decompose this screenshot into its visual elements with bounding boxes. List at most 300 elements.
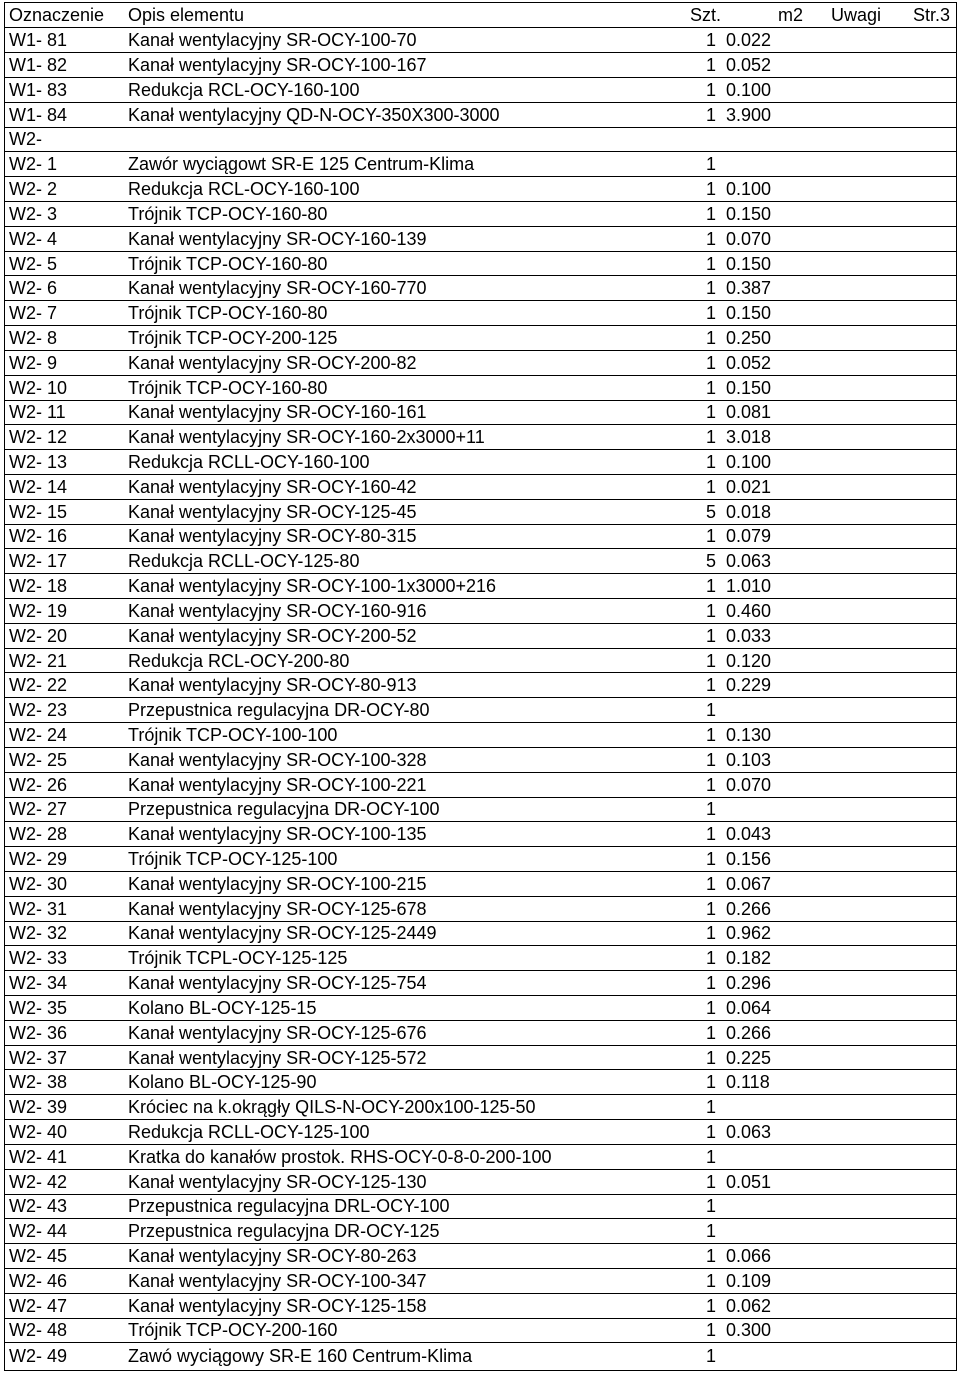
row-opis: Trójnik TCP-OCY-100-100 <box>128 723 690 748</box>
row-blank <box>895 698 956 723</box>
row-m2: 0.250 <box>716 326 817 351</box>
row-blank <box>895 896 956 921</box>
table-row <box>5 251 956 276</box>
row-oznaczenie: W2- 32 <box>5 921 128 946</box>
row-m2 <box>716 1343 817 1368</box>
row-oznaczenie: W2- 10 <box>5 375 128 400</box>
row-uwagi <box>817 1244 895 1269</box>
row-szt: 1 <box>690 350 716 375</box>
table-row <box>5 474 956 499</box>
table-row <box>5 996 956 1021</box>
row-oznaczenie: W2- 11 <box>5 400 128 425</box>
row-szt: 1 <box>690 28 716 53</box>
row-opis: Kanał wentylacyjny SR-OCY-100-167 <box>128 53 690 78</box>
row-blank <box>895 723 956 748</box>
row-m2 <box>716 152 817 177</box>
row-uwagi <box>817 648 895 673</box>
table-row <box>5 425 956 450</box>
row-m2: 0.962 <box>716 921 817 946</box>
row-blank <box>895 772 956 797</box>
row-opis: Kanał wentylacyjny SR-OCY-160-139 <box>128 226 690 251</box>
row-uwagi <box>817 698 895 723</box>
row-szt: 1 <box>690 623 716 648</box>
row-m2: 0.062 <box>716 1293 817 1318</box>
row-m2: 0.150 <box>716 301 817 326</box>
table-row <box>5 1244 956 1269</box>
row-uwagi <box>817 772 895 797</box>
row-oznaczenie: W2- 28 <box>5 822 128 847</box>
row-oznaczenie: W2- 6 <box>5 276 128 301</box>
row-uwagi <box>817 896 895 921</box>
row-opis: Kanał wentylacyjny SR-OCY-125-130 <box>128 1169 690 1194</box>
row-szt: 1 <box>690 276 716 301</box>
row-uwagi <box>817 1020 895 1045</box>
table-row <box>5 226 956 251</box>
row-oznaczenie: W2- 1 <box>5 152 128 177</box>
row-m2: 0.070 <box>716 772 817 797</box>
row-uwagi <box>817 1070 895 1095</box>
row-uwagi <box>817 152 895 177</box>
row-szt: 1 <box>690 375 716 400</box>
row-m2: 0.130 <box>716 723 817 748</box>
row-blank <box>895 1268 956 1293</box>
row-uwagi <box>817 921 895 946</box>
table-row <box>5 698 956 723</box>
row-uwagi <box>817 1120 895 1145</box>
row-opis: Kanał wentylacyjny SR-OCY-125-678 <box>128 896 690 921</box>
row-blank <box>895 747 956 772</box>
row-opis: Kanał wentylacyjny SR-OCY-100-135 <box>128 822 690 847</box>
row-oznaczenie: W2- 8 <box>5 326 128 351</box>
row-blank <box>895 375 956 400</box>
row-szt: 1 <box>690 1194 716 1219</box>
row-oznaczenie: W2- 44 <box>5 1219 128 1244</box>
table-row <box>5 648 956 673</box>
row-opis: Kanał wentylacyjny SR-OCY-160-916 <box>128 599 690 624</box>
row-oznaczenie: W2- 23 <box>5 698 128 723</box>
row-szt: 1 <box>690 53 716 78</box>
row-szt: 5 <box>690 499 716 524</box>
row-uwagi <box>817 1293 895 1318</box>
row-szt: 1 <box>690 747 716 772</box>
row-oznaczenie: W2- 24 <box>5 723 128 748</box>
row-blank <box>895 301 956 326</box>
row-opis: Kolano BL-OCY-125-90 <box>128 1070 690 1095</box>
row-blank <box>895 1169 956 1194</box>
row-uwagi <box>817 1219 895 1244</box>
row-szt: 1 <box>690 574 716 599</box>
row-blank <box>895 574 956 599</box>
row-uwagi <box>817 623 895 648</box>
table-row <box>5 152 956 177</box>
row-m2: 0.100 <box>716 177 817 202</box>
row-blank <box>895 1020 956 1045</box>
row-m2: 1.010 <box>716 574 817 599</box>
row-opis: Kanał wentylacyjny SR-OCY-160-2x3000+11 <box>128 425 690 450</box>
row-oznaczenie: W2- 47 <box>5 1293 128 1318</box>
row-opis: Kanał wentylacyjny SR-OCY-80-315 <box>128 524 690 549</box>
row-uwagi <box>817 549 895 574</box>
row-szt: 1 <box>690 251 716 276</box>
row-blank <box>895 971 956 996</box>
row-szt: 1 <box>690 673 716 698</box>
table-row <box>5 971 956 996</box>
row-blank <box>895 996 956 1021</box>
row-m2: 0.064 <box>716 996 817 1021</box>
table-row <box>5 28 956 53</box>
row-m2 <box>716 1144 817 1169</box>
table-row <box>5 847 956 872</box>
row-m2: 0.150 <box>716 375 817 400</box>
row-opis: Redukcja RCL-OCY-160-100 <box>128 77 690 102</box>
row-blank <box>895 474 956 499</box>
row-uwagi <box>817 747 895 772</box>
table-row <box>5 896 956 921</box>
row-oznaczenie: W2- 43 <box>5 1194 128 1219</box>
table-row <box>5 946 956 971</box>
row-uwagi <box>817 574 895 599</box>
row-szt: 1 <box>690 723 716 748</box>
row-oznaczenie: W2- 7 <box>5 301 128 326</box>
row-oznaczenie: W2- 16 <box>5 524 128 549</box>
row-opis: Przepustnica regulacyjna DR-OCY-100 <box>128 797 690 822</box>
row-uwagi <box>817 1095 895 1120</box>
row-uwagi <box>817 971 895 996</box>
table-row <box>5 450 956 475</box>
header-uwagi: Uwagi <box>817 3 895 28</box>
table-row <box>5 1169 956 1194</box>
row-uwagi <box>817 797 895 822</box>
row-uwagi <box>817 251 895 276</box>
row-opis: Króciec na k.okrągły QILS-N-OCY-200x100-125-50 <box>128 1095 690 1120</box>
row-opis: Trójnik TCP-OCY-200-125 <box>128 326 690 351</box>
row-m2: 0.052 <box>716 350 817 375</box>
row-szt: 1 <box>690 1268 716 1293</box>
row-oznaczenie: W2- 2 <box>5 177 128 202</box>
row-opis: Kanał wentylacyjny SR-OCY-100-215 <box>128 871 690 896</box>
row-opis: Kanał wentylacyjny SR-OCY-125-676 <box>128 1020 690 1045</box>
row-blank <box>895 549 956 574</box>
row-blank <box>895 450 956 475</box>
row-m2: 0.100 <box>716 77 817 102</box>
header-m2: m2 <box>716 3 817 28</box>
row-m2: 0.051 <box>716 1169 817 1194</box>
row-uwagi <box>817 326 895 351</box>
table-row <box>5 326 956 351</box>
row-uwagi <box>817 1144 895 1169</box>
row-oznaczenie: W2- 26 <box>5 772 128 797</box>
row-m2: 0.225 <box>716 1045 817 1070</box>
row-oznaczenie: W2- 15 <box>5 499 128 524</box>
row-oznaczenie: W2- 39 <box>5 1095 128 1120</box>
row-uwagi <box>817 375 895 400</box>
row-uwagi <box>817 1045 895 1070</box>
row-m2: 0.033 <box>716 623 817 648</box>
row-m2: 0.066 <box>716 1244 817 1269</box>
row-opis <box>128 127 690 152</box>
row-uwagi <box>817 847 895 872</box>
table-header-row <box>5 3 956 28</box>
row-opis: Kanał wentylacyjny SR-OCY-100-1x3000+216 <box>128 574 690 599</box>
row-blank <box>895 127 956 152</box>
row-blank <box>895 1194 956 1219</box>
row-opis: Trójnik TCP-OCY-125-100 <box>128 847 690 872</box>
row-m2: 0.182 <box>716 946 817 971</box>
table-row <box>5 1120 956 1145</box>
row-oznaczenie: W2- 41 <box>5 1144 128 1169</box>
row-oznaczenie: W2- 45 <box>5 1244 128 1269</box>
row-szt: 1 <box>690 896 716 921</box>
row-blank <box>895 1144 956 1169</box>
row-szt: 1 <box>690 326 716 351</box>
row-opis: Trójnik TCP-OCY-160-80 <box>128 301 690 326</box>
row-blank <box>895 1293 956 1318</box>
row-opis: Kanał wentylacyjny SR-OCY-125-45 <box>128 499 690 524</box>
row-opis: Trójnik TCP-OCY-160-80 <box>128 202 690 227</box>
row-blank <box>895 499 956 524</box>
row-oznaczenie: W2- 49 <box>9 1345 68 1366</box>
row-blank <box>895 226 956 251</box>
document-sheet <box>4 2 957 1371</box>
row-szt <box>690 127 716 152</box>
row-m2: 0.021 <box>716 474 817 499</box>
table-row <box>5 1293 956 1318</box>
row-oznaczenie: W2- <box>5 127 128 152</box>
row-szt: 1 <box>690 400 716 425</box>
row-szt: 1 <box>690 152 716 177</box>
row-opis: Zawó wyciągowy SR-E 160 Centrum-Klima <box>128 1345 473 1366</box>
row-uwagi <box>817 350 895 375</box>
row-blank <box>895 1045 956 1070</box>
row-oznaczenie: W2- 40 <box>5 1120 128 1145</box>
row-oznaczenie: W2- 38 <box>5 1070 128 1095</box>
row-oznaczenie: W2- 21 <box>5 648 128 673</box>
row-m2: 0.043 <box>716 822 817 847</box>
row-szt: 1 <box>690 450 716 475</box>
row-blank <box>895 1343 956 1368</box>
table-row <box>5 499 956 524</box>
row-szt: 1 <box>690 599 716 624</box>
row-opis: Kanał wentylacyjny SR-OCY-125-754 <box>128 971 690 996</box>
row-blank <box>895 425 956 450</box>
row-uwagi <box>817 871 895 896</box>
row-blank <box>895 1318 956 1343</box>
row-szt: 1 <box>690 301 716 326</box>
table-row <box>5 400 956 425</box>
row-szt: 1 <box>690 921 716 946</box>
row-opis: Kanał wentylacyjny SR-OCY-125-158 <box>128 1293 690 1318</box>
row-szt: 1 <box>690 648 716 673</box>
row-blank <box>895 28 956 53</box>
table-row <box>5 1343 956 1368</box>
row-m2: 0.070 <box>716 226 817 251</box>
parts-table <box>5 3 956 1368</box>
row-oznaczenie: W2- 29 <box>5 847 128 872</box>
row-opis: Redukcja RCLL-OCY-160-100 <box>128 450 690 475</box>
row-uwagi <box>817 28 895 53</box>
row-m2: 0.300 <box>716 1318 817 1343</box>
row-opis: Redukcja RCL-OCY-200-80 <box>128 648 690 673</box>
table-row <box>5 350 956 375</box>
row-szt: 1 <box>690 1293 716 1318</box>
row-uwagi <box>817 202 895 227</box>
table-row <box>5 673 956 698</box>
row-blank <box>895 648 956 673</box>
row-oznaczenie: W1- 83 <box>5 77 128 102</box>
row-uwagi <box>817 102 895 127</box>
row-m2: 0.296 <box>716 971 817 996</box>
table-row <box>5 1268 956 1293</box>
table-row <box>5 1045 956 1070</box>
row-uwagi <box>817 1318 895 1343</box>
row-opis: Kanał wentylacyjny SR-OCY-80-263 <box>128 1244 690 1269</box>
row-opis: Trójnik TCP-OCY-160-80 <box>128 251 690 276</box>
table-row <box>5 301 956 326</box>
row-uwagi <box>817 77 895 102</box>
row-blank <box>895 599 956 624</box>
row-opis: Kanał wentylacyjny SR-OCY-200-52 <box>128 623 690 648</box>
row-opis: Kanał wentylacyjny SR-OCY-200-82 <box>128 350 690 375</box>
row-m2: 3.018 <box>716 425 817 450</box>
row-oznaczenie: W2- 13 <box>5 450 128 475</box>
row-szt: 1 <box>690 102 716 127</box>
row-oznaczenie: W2- 34 <box>5 971 128 996</box>
row-blank <box>895 77 956 102</box>
row-opis: Przepustnica regulacyjna DRL-OCY-100 <box>128 1194 690 1219</box>
row-uwagi <box>817 822 895 847</box>
row-uwagi <box>817 474 895 499</box>
table-row <box>5 1020 956 1045</box>
row-opis: Kratka do kanałów prostok. RHS-OCY-0-8-0-200-100 <box>128 1144 690 1169</box>
row-szt: 1 <box>690 1020 716 1045</box>
row-blank <box>895 350 956 375</box>
table-row <box>5 921 956 946</box>
row-opis: Kanał wentylacyjny SR-OCY-160-42 <box>128 474 690 499</box>
row-opis: Kanał wentylacyjny SR-OCY-125-2449 <box>128 921 690 946</box>
row-oznaczenie: W1- 84 <box>5 102 128 127</box>
row-blank <box>895 822 956 847</box>
row-m2: 0.266 <box>716 896 817 921</box>
row-oznaczenie: W1- 82 <box>5 53 128 78</box>
row-uwagi <box>817 1169 895 1194</box>
table-row <box>5 772 956 797</box>
row-oznaczenie: W2- 36 <box>5 1020 128 1045</box>
row-blank <box>895 673 956 698</box>
row-m2: 0.079 <box>716 524 817 549</box>
row-oznaczenie: W2- 9 <box>5 350 128 375</box>
row-szt: 1 <box>690 1045 716 1070</box>
row-szt: 1 <box>690 1120 716 1145</box>
table-row <box>5 599 956 624</box>
row-blank <box>895 326 956 351</box>
row-opis: Redukcja RCLL-OCY-125-80 <box>128 549 690 574</box>
row-szt: 1 <box>690 425 716 450</box>
row-blank <box>895 1070 956 1095</box>
row-uwagi <box>817 301 895 326</box>
row-m2: 0.067 <box>716 871 817 896</box>
table-row <box>5 102 956 127</box>
row-blank <box>895 152 956 177</box>
row-oznaczenie: W2- 18 <box>5 574 128 599</box>
table-row <box>5 1144 956 1169</box>
row-szt: 1 <box>690 822 716 847</box>
row-opis: Kanał wentylacyjny SR-OCY-160-770 <box>128 276 690 301</box>
row-m2 <box>716 127 817 152</box>
row-blank <box>895 623 956 648</box>
row-szt: 1 <box>690 1070 716 1095</box>
row-oznaczenie: W2- 48 <box>5 1318 128 1343</box>
row-oznaczenie: W1- 81 <box>5 28 128 53</box>
row-blank <box>895 400 956 425</box>
row-m2 <box>716 1219 817 1244</box>
table-row <box>5 276 956 301</box>
row-m2: 0.150 <box>716 251 817 276</box>
row-opis: Zawór wyciągowt SR-E 125 Centrum-Klima <box>128 152 690 177</box>
row-oznaczenie: W2- 14 <box>5 474 128 499</box>
row-m2: 0.018 <box>716 499 817 524</box>
row-szt: 1 <box>705 1345 716 1366</box>
row-szt: 1 <box>690 1095 716 1120</box>
header-opis: Opis elementu <box>128 3 690 28</box>
row-oznaczenie: W2- 31 <box>5 896 128 921</box>
row-blank <box>895 1219 956 1244</box>
table-row <box>5 1070 956 1095</box>
row-m2: 0.052 <box>716 53 817 78</box>
row-m2: 0.120 <box>716 648 817 673</box>
row-m2: 0.100 <box>716 450 817 475</box>
row-opis: Trójnik TCP-OCY-160-80 <box>128 375 690 400</box>
row-oznaczenie: W2- 3 <box>5 202 128 227</box>
row-oznaczenie: W2- 17 <box>5 549 128 574</box>
row-szt: 1 <box>690 524 716 549</box>
row-opis: Kanał wentylacyjny QD-N-OCY-350X300-3000 <box>128 102 690 127</box>
row-szt: 1 <box>690 797 716 822</box>
row-blank <box>895 53 956 78</box>
row-m2 <box>716 1194 817 1219</box>
row-blank <box>895 797 956 822</box>
row-uwagi <box>817 1343 895 1368</box>
row-oznaczenie: W2- 19 <box>5 599 128 624</box>
row-oznaczenie: W2- 42 <box>5 1169 128 1194</box>
row-uwagi <box>817 1194 895 1219</box>
table-row <box>5 77 956 102</box>
row-oznaczenie: W2- 46 <box>5 1268 128 1293</box>
row-szt: 1 <box>690 474 716 499</box>
row-blank <box>895 946 956 971</box>
row-uwagi <box>817 946 895 971</box>
row-m2 <box>716 698 817 723</box>
row-blank <box>895 1120 956 1145</box>
row-uwagi <box>817 1268 895 1293</box>
table-row <box>5 1194 956 1219</box>
row-blank <box>895 1095 956 1120</box>
row-m2: 0.156 <box>716 847 817 872</box>
row-uwagi <box>817 276 895 301</box>
row-blank <box>895 524 956 549</box>
row-blank <box>895 251 956 276</box>
table-row <box>5 623 956 648</box>
row-uwagi <box>817 673 895 698</box>
row-szt: 1 <box>690 77 716 102</box>
table-row <box>5 549 956 574</box>
row-opis: Trójnik TCPL-OCY-125-125 <box>128 946 690 971</box>
table-row <box>5 127 956 152</box>
row-szt: 1 <box>690 847 716 872</box>
table-row <box>5 1219 956 1244</box>
row-opis: Kanał wentylacyjny SR-OCY-100-221 <box>128 772 690 797</box>
row-oznaczenie: W2- 33 <box>5 946 128 971</box>
row-uwagi <box>817 450 895 475</box>
